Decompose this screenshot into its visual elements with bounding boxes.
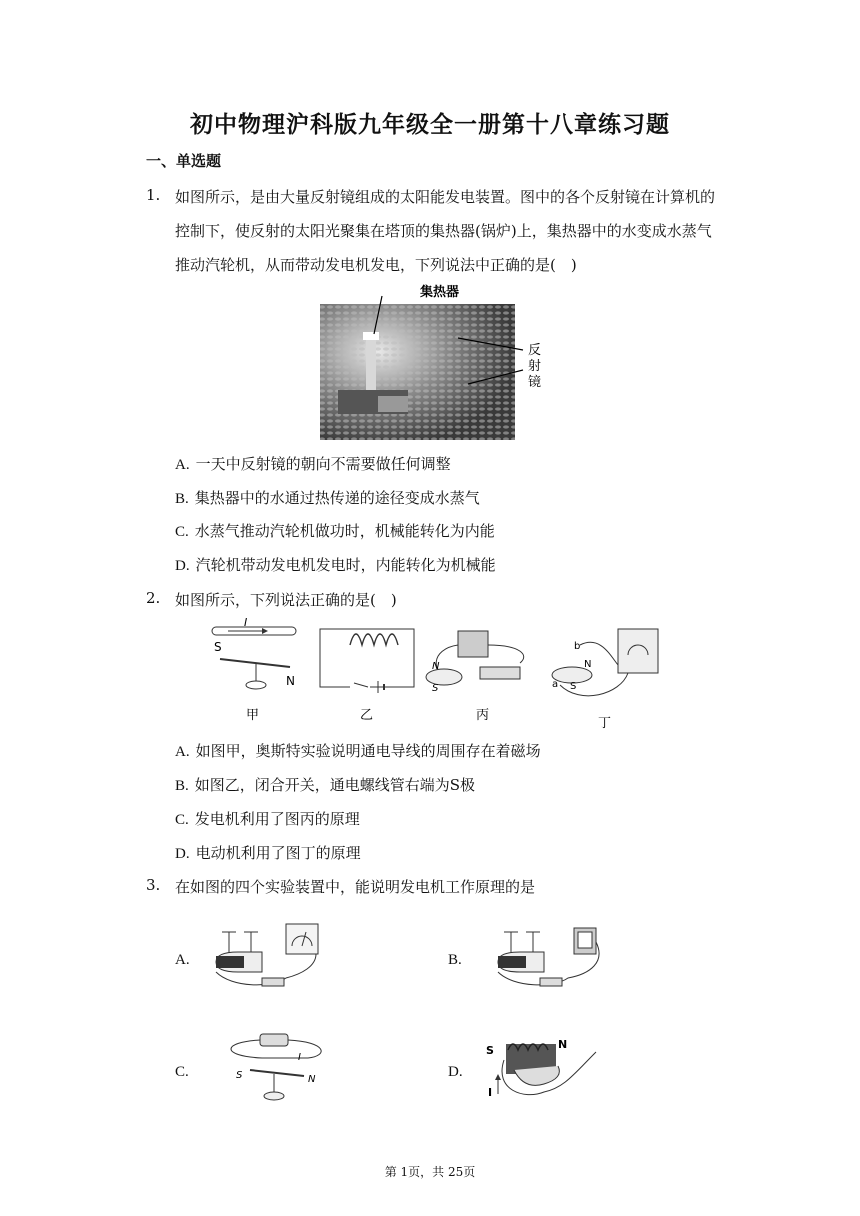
- option-text: 汽轮机带动发电机发电时，内能转化为机械能: [195, 556, 496, 574]
- q2-option-b[interactable]: [175, 774, 475, 795]
- section-heading: 一、单选题: [146, 152, 222, 170]
- option-text: 集热器中的水通过热传递的途径变成水蒸气: [194, 489, 480, 507]
- north-label: N: [286, 674, 295, 688]
- option-label: C.: [175, 812, 189, 828]
- caption-ding: 丁: [598, 716, 612, 731]
- q3-option-a[interactable]: [175, 950, 196, 969]
- north-label: N: [308, 1074, 316, 1085]
- option-label: D.: [448, 1064, 463, 1080]
- north-label: N: [584, 659, 592, 670]
- south-label: S: [214, 640, 222, 654]
- collector-label: 集热器: [420, 285, 460, 300]
- option-text: 一天中反射镜的朝向不需要做任何调整: [195, 455, 451, 473]
- q3-option-d[interactable]: [448, 1062, 469, 1081]
- option-label: B.: [175, 778, 189, 794]
- q3-option-c[interactable]: [175, 1062, 195, 1081]
- q2-option-c[interactable]: [175, 808, 360, 829]
- question-1-line-3: 推动汽轮机，从而带动发电机发电，下列说法中正确的是( ): [175, 256, 577, 274]
- q3-option-b[interactable]: [448, 950, 468, 969]
- q3-figure-a: [212, 918, 332, 990]
- option-label: D.: [175, 558, 190, 574]
- fig-jia: [212, 616, 296, 723]
- question-3-number: 3.: [146, 876, 161, 894]
- q1-option-b[interactable]: [175, 487, 480, 508]
- fig-bing: [426, 631, 524, 723]
- north-label: N: [558, 1038, 568, 1051]
- south-label: S: [570, 681, 577, 692]
- b-label: b: [574, 641, 581, 652]
- current-label: I: [298, 1052, 301, 1063]
- option-label: C.: [175, 1064, 189, 1080]
- option-label: A.: [175, 952, 190, 968]
- q1-option-a[interactable]: [175, 453, 451, 474]
- q3-figure-c: [222, 1030, 332, 1104]
- q2-option-a[interactable]: [175, 740, 541, 761]
- question-1-number: 1.: [146, 186, 161, 204]
- question-2-line: 如图所示，下列说法正确的是( ): [175, 591, 397, 609]
- caption-bing: 丙: [476, 708, 490, 723]
- option-text: 发电机利用了图丙的原理: [194, 810, 360, 828]
- fig-ding: [552, 629, 658, 731]
- q1-option-c[interactable]: [175, 520, 495, 541]
- solar-tower-photo: [318, 280, 558, 442]
- a-label: a: [552, 679, 559, 690]
- question-3-line: 在如图的四个实验装置中，能说明发电机工作原理的是: [175, 878, 536, 896]
- page-title: 初中物理沪科版九年级全一册第十八章练习题: [190, 112, 670, 138]
- question-2-number: 2.: [146, 589, 161, 607]
- option-text: 电动机利用了图丁的原理: [195, 844, 361, 862]
- q1-option-d[interactable]: [175, 554, 496, 575]
- page-footer: 第 1页，共 25页: [384, 1165, 476, 1179]
- question-1-line-2: 控制下，使反射的太阳光聚集在塔顶的集热器(锅炉)上，集热器中的水变成水蒸气: [175, 222, 712, 240]
- south-label: S: [236, 1070, 243, 1081]
- south-label: S: [432, 683, 439, 694]
- q3-figure-d: [484, 1030, 604, 1106]
- option-text: 水蒸气推动汽轮机做功时，机械能转化为内能: [194, 522, 495, 540]
- q2-figure: [200, 615, 670, 733]
- current-label: I: [244, 616, 248, 629]
- option-label: C.: [175, 524, 189, 540]
- option-text: 如图甲，奥斯特实验说明通电导线的周围存在着磁场: [195, 742, 541, 760]
- option-label: D.: [175, 846, 190, 862]
- caption-jia: 甲: [246, 708, 260, 723]
- option-label: A.: [175, 744, 190, 760]
- fig-yi: [320, 629, 414, 723]
- mirror-label-2: 射: [528, 359, 542, 374]
- south-label: S: [486, 1044, 494, 1057]
- option-label: B.: [175, 491, 189, 507]
- q3-figure-b: [494, 918, 614, 990]
- mirror-label-3: 镜: [528, 375, 542, 390]
- question-1-line-1: 如图所示，是由大量反射镜组成的太阳能发电装置。图中的各个反射镜在计算机的: [175, 188, 716, 206]
- mirror-label-1: 反: [528, 343, 542, 358]
- caption-yi: 乙: [360, 708, 374, 723]
- north-label: N: [432, 661, 440, 672]
- q2-option-d[interactable]: [175, 842, 361, 863]
- option-label: B.: [448, 952, 462, 968]
- option-text: 如图乙，闭合开关，通电螺线管右端为S极: [194, 776, 476, 794]
- current-label: I: [488, 1086, 493, 1099]
- option-label: A.: [175, 457, 190, 473]
